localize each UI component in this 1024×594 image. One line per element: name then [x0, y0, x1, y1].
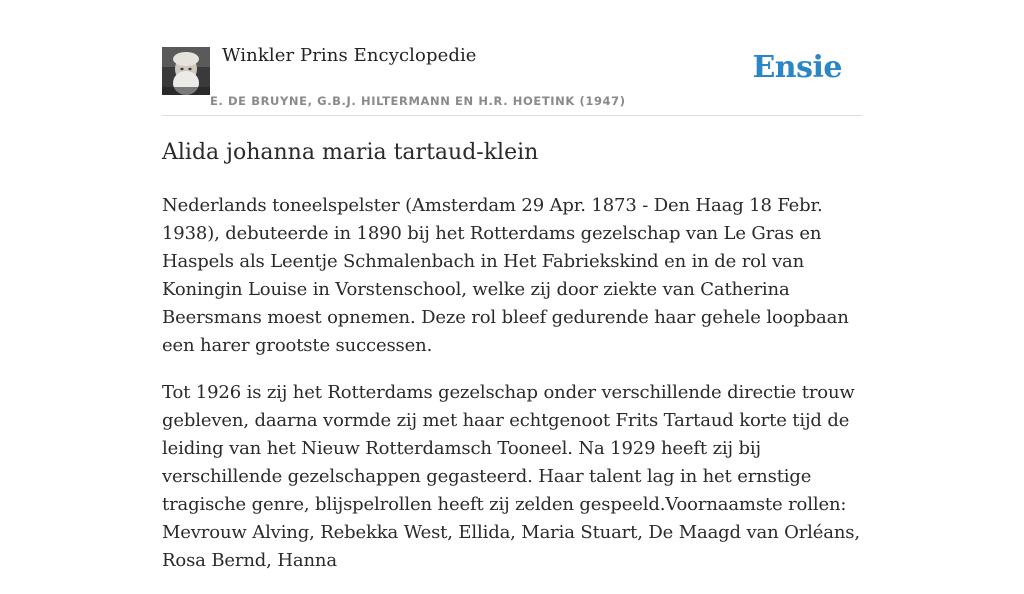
- main-content: [162, 0, 862, 571]
- article-title: Alida johanna maria tartaud-klein: [162, 140, 539, 165]
- article-paragraph: Nederlands toneelspelster (Amsterdam 29 Apr. 1873 - Den Haag 18 Febr. 1938), debuteerde in 1890 bij het Rotterdams gezelschap van Le Gras en Haspels als Leentje Schmalenbach in Het Fabriekskind en in de rol van Koningin Louise in Vorstenschool, welke zij door ziekte van Catherina Beersmans moest opnemen. Deze rol bleef gedurende haar gehele loopbaan een harer grootste successen.: [162, 195, 849, 356]
- site-authors: E. DE BRUYNE, G.B.J. HILTERMANN EN H.R. HOETINK (1947): [210, 94, 626, 108]
- author-avatar[interactable]: [162, 47, 210, 95]
- article-body: [162, 192, 862, 594]
- portrait-photo-icon: [162, 47, 210, 95]
- article-paragraph: Tot 1926 is zij het Rotterdams gezelschap onder verschillende directie trouw gebleven, daarna vormde zij met haar echtgenoot Frits Tartaud korte tijd de leiding van het Nieuw Rotterdamsch Tooneel. Na 1929 heeft zij bij verschillende gezelschappen gegasteerd. Haar talent lag in het ernstige tragische genre, blijspelrollen heeft zij zelden gespeeld.Voornaamste rollen: Mevrouw Alving, Rebekka West, Ellida, Maria Stuart, De Maagd van Orléans, Rosa Bernd, Hanna: [162, 382, 860, 571]
- site-name[interactable]: Winkler Prins Encyclopedie: [222, 45, 477, 66]
- site-header: [162, 0, 862, 116]
- ensie-logo[interactable]: Ensie: [752, 50, 842, 85]
